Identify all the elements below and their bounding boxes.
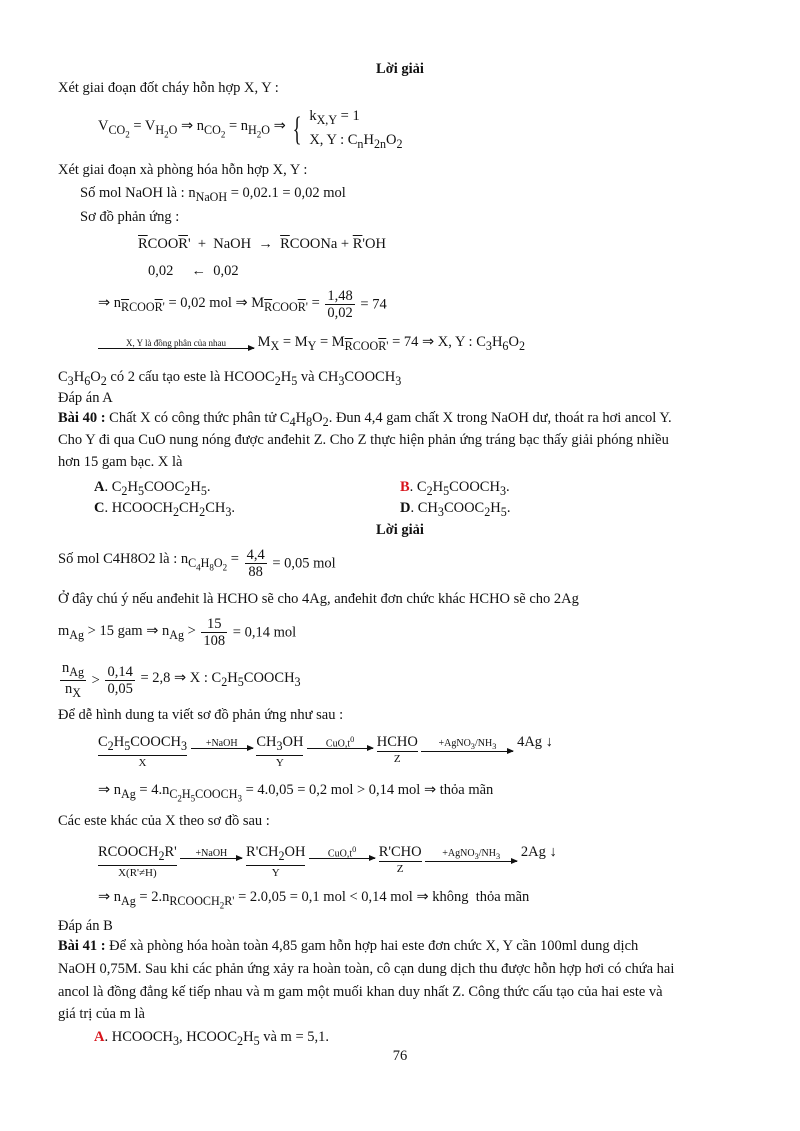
text-line: Cho Y đi qua CuO nung nóng được anđehit Z. Cho Z thực hiện phản ứng tráng bạc thấy giải phóng nhiều — [58, 432, 669, 448]
text-line: Để dễ hình dung ta viết sơ đồ phản ứng như sau : — [58, 707, 344, 723]
text-line: Các este khác của X theo sơ đồ sau : — [58, 813, 270, 829]
reaction-scheme: $\overline{R}COO\overline{R}'$ + NaOH → $\overline{R}COONa + \overline{R}'OH$ — [138, 236, 386, 252]
equation-silver: $m_{Ag} > 15$ gam ⇒ $n_{Ag}$ > $\frac{15}{108}$ = 0,14 mol — [58, 616, 297, 649]
option-a: A. $C_2H_5COOC_2H_5$. — [94, 479, 211, 498]
option-d: D. $CH_3COOC_2H_5$. — [400, 500, 511, 519]
text-line: giá trị của m là — [58, 1006, 145, 1022]
text-line: Xét giai đoạn xà phòng hóa hỗn hợp X, Y : — [58, 162, 308, 178]
solution-heading: Lời giải — [376, 522, 424, 538]
problem-41: Bài 41 : Để xà phòng hóa hoàn toàn 4,85 gam hỗn hợp hai este đơn chức X, Y cần 100ml dung dịch — [58, 938, 639, 954]
scheme-2: $RCOOCH_2R'$ X(R'≠H) +NaOH $R'CH_2OH$ Y $CuO,t^0$ R'CHO Z $+AgNO_3/NH_3$ 2Ag ↓ — [98, 844, 557, 879]
equation-ratio: $\frac{n_{Ag}}{n_X}$ > $\frac{0,14}{0,05}$ = 2,8 ⇒ X : $C_2H_5COOCH_3$ — [62, 660, 301, 700]
problem-40: Bài 40 : Chất X có công thức phân tử $C_4H_8O_2$. Đun 4,4 gam chất X trong NaOH dư, thoát ra hơi ancol Y. — [58, 410, 672, 429]
equation-molar-mass: ⇒ $n_{\overline{R}COO\overline{R}'} = 0,02$ mol ⇒ $M_{\overline{R}COO\overline{R}'}$ = $\frac{1,48}{0,02}$ = 74 — [98, 288, 387, 321]
reaction-moles: 0,02 ← 0,02 — [148, 263, 239, 279]
option-c: C. $HCOOCH_2CH_2CH_3$. — [94, 500, 236, 519]
scheme-1: $C_2H_5COOCH_3$ X +NaOH $CH_3OH$ Y $CuO,t^0$ HCHO Z $+AgNO_3/NH_3$ 4Ag ↓ — [98, 734, 553, 769]
text-line: Xét giai đoạn đốt cháy hỗn hợp X, Y : — [58, 80, 279, 96]
answer-line: Đáp án A — [58, 390, 113, 406]
equation-isomer: X, Y là đồng phân của nhau $M_X = M_Y = M_{\overline{R}COO\overline{R}'} = 74$ ⇒ X, Y : $C_3H_6O_2$ — [98, 333, 525, 355]
text-line: Sơ đồ phản ứng : — [80, 209, 180, 225]
solution-heading: Lời giải — [376, 61, 424, 77]
text-line: Ở đây chú ý nếu anđehit là HCHO sẽ cho 4Ag, anđehit đơn chức khác HCHO sẽ cho 2Ag — [58, 591, 579, 607]
equation-check-1: ⇒ $n_{Ag} = 4.n_{C_2H_5COOCH_3} = 4.0,05 = 0,2$ mol > 0,14 mol ⇒ thỏa mãn — [98, 782, 494, 804]
page-number: 76 — [392, 1048, 408, 1064]
answer-line: Đáp án B — [58, 918, 113, 934]
brace-icon: { — [293, 110, 303, 148]
equation-combustion: $V_{CO_2} = V_{H_2O}$ ⇒ $n_{CO_2} = n_{H_2O}$ ⇒ { $k_{X,Y} = 1$ X, Y : $C_nH_{2n}O_2$ — [98, 108, 403, 151]
equation-moles: Số mol C4H8O2 là : $n_{C_4H_8O_2}$ = $\frac{4,4}{88}$ = 0,05 mol — [58, 547, 336, 580]
text-line: ancol là đồng đẳng kế tiếp nhau và m gam một muối khan duy nhất Z. Công thức cấu tạo của hai este và — [58, 984, 663, 1000]
option-b: B. $C_2H_5COOCH_3$. — [400, 479, 510, 498]
text-line: $C_3H_6O_2$ có 2 cấu tạo este là $HCOOC_2H_5$ và $CH_3COOCH_3$ — [58, 369, 402, 388]
option-a: A. $HCOOCH_3$, $HCOOC_2H_5$ và m = 5,1. — [94, 1029, 330, 1048]
text-line: Số mol NaOH là : $n_{NaOH} = 0,02.1 = 0,02$ mol — [80, 185, 346, 204]
text-line: NaOH 0,75M. Sau khi các phản ứng xảy ra hoàn toàn, cô cạn dung dịch thu được hỗn hợp hơi có chứa hai — [58, 961, 675, 977]
equation-check-2: ⇒ $n_{Ag} = 2.n_{RCOOCH_2R'} = 2.0,05 = 0,1$ mol < 0,14 mol ⇒ không thỏa mãn — [98, 889, 530, 911]
text-line: hơn 15 gam bạc. X là — [58, 454, 183, 470]
